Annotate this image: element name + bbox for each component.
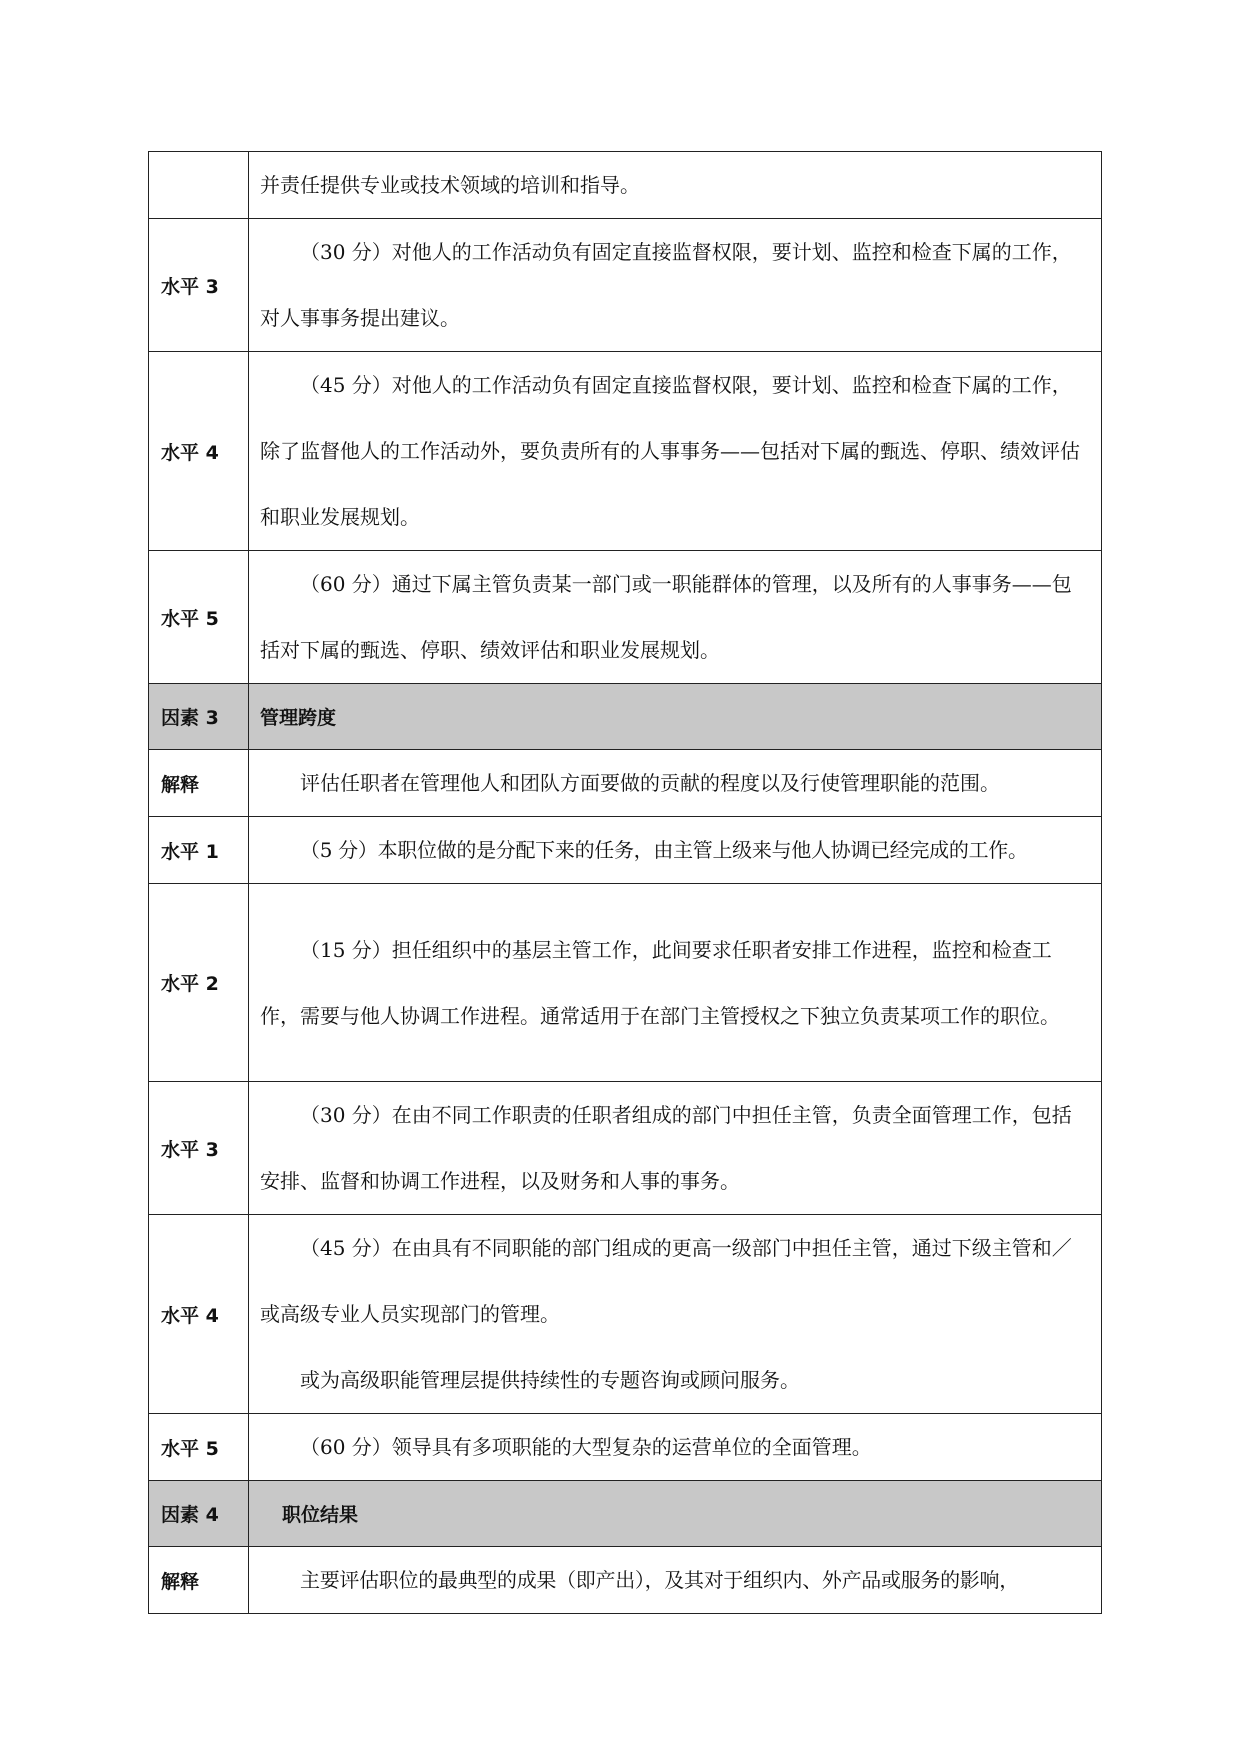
table-row: [149, 750, 1102, 817]
row-content: [249, 1215, 1102, 1414]
row-paragraph: （45 分）在由具有不同职能的部门组成的更高一级部门中担任主管，通过下级主管和／或高级专业人员实现部门的管理。: [260, 1236, 1072, 1326]
row-paragraph: 主要评估职位的最典型的成果（即产出），及其对于组织内、外产品或服务的影响，: [300, 1568, 1019, 1592]
row-label: 水平 4: [149, 352, 249, 551]
factor-title: 管理跨度: [249, 684, 1102, 750]
row-label: [149, 152, 249, 219]
row-label: 水平 5: [149, 1414, 249, 1481]
row-content: [249, 219, 1102, 352]
table-row: [149, 817, 1102, 884]
factor-header-row: [149, 1481, 1102, 1547]
row-label: 水平 2: [149, 884, 249, 1082]
row-paragraph: （60 分）领导具有多项职能的大型复杂的运营单位的全面管理。: [300, 1435, 872, 1459]
row-paragraph: 评估任职者在管理他人和团队方面要做的贡献的程度以及行使管理职能的范围。: [300, 771, 1000, 795]
factor-table: [148, 151, 1102, 1614]
row-content: [249, 750, 1102, 817]
row-content: [249, 152, 1102, 219]
table-row: [149, 219, 1102, 352]
row-label: 水平 4: [149, 1215, 249, 1414]
row-content: [249, 352, 1102, 551]
factor-label: 因素 4: [149, 1481, 249, 1547]
table-row: [149, 884, 1102, 1082]
row-paragraph: （45 分）对他人的工作活动负有固定直接监督权限，要计划、监控和检查下属的工作，除了监督他人的工作活动外，要负责所有的人事事务——包括对下属的甄选、停职、绩效评估和职业发展规划。: [260, 373, 1080, 529]
row-paragraph: 并责任提供专业或技术领域的培训和指导。: [260, 173, 640, 197]
row-paragraph: 或为高级职能管理层提供持续性的专题咨询或顾问服务。: [300, 1368, 800, 1392]
table-row: [149, 352, 1102, 551]
row-label: 水平 5: [149, 551, 249, 684]
row-label: 水平 1: [149, 817, 249, 884]
row-paragraph: （30 分）在由不同工作职责的任职者组成的部门中担任主管，负责全面管理工作，包括安排、监督和协调工作进程，以及财务和人事的事务。: [260, 1103, 1072, 1193]
row-label: 水平 3: [149, 219, 249, 352]
table-row: [149, 1215, 1102, 1414]
table-row: [149, 152, 1102, 219]
row-content: [249, 884, 1102, 1082]
row-paragraph: （5 分）本职位做的是分配下来的任务，由主管上级来与他人协调已经完成的工作。: [300, 838, 1028, 862]
row-content: [249, 1547, 1102, 1614]
row-content: [249, 817, 1102, 884]
row-paragraph: （60 分）通过下属主管负责某一部门或一职能群体的管理，以及所有的人事事务——包括对下属的甄选、停职、绩效评估和职业发展规划。: [260, 572, 1072, 662]
factor-header-row: [149, 684, 1102, 750]
factor-title: 职位结果: [249, 1481, 1102, 1547]
table-row: [149, 1414, 1102, 1481]
row-content: [249, 1082, 1102, 1215]
row-content: [249, 551, 1102, 684]
row-label: 解释: [149, 750, 249, 817]
table-row: [149, 1082, 1102, 1215]
row-label: 解释: [149, 1547, 249, 1614]
row-label: 水平 3: [149, 1082, 249, 1215]
row-paragraph: （30 分）对他人的工作活动负有固定直接监督权限，要计划、监控和检查下属的工作，对人事事务提出建议。: [260, 240, 1072, 330]
row-content: [249, 1414, 1102, 1481]
factor-label: 因素 3: [149, 684, 249, 750]
table-row: [149, 551, 1102, 684]
row-paragraph: （15 分）担任组织中的基层主管工作，此间要求任职者安排工作进程，监控和检查工作，需要与他人协调工作进程。通常适用于在部门主管授权之下独立负责某项工作的职位。: [260, 937, 1060, 1028]
table-row: [149, 1547, 1102, 1614]
